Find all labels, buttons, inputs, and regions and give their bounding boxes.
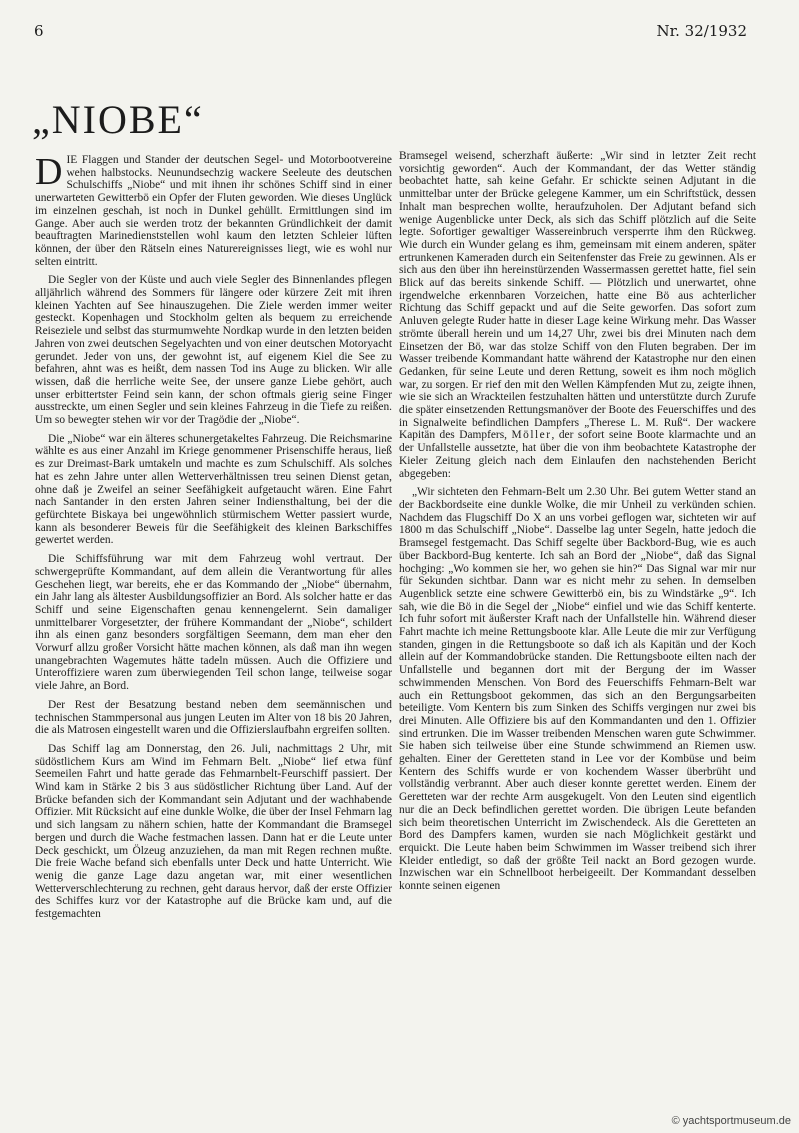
article-column-right [399,150,756,899]
article-paragraph: Bramsegel weisend, scherzhaft äußerte: „Wir sind in letzter Zeit recht vorsichtig geworden“. Auch der Kommandant, der das Wetter ständig beobachtet hatte, sah keine Gefahr. Er schickte seinen Adjutant in die unmittelbar unter der Brücke gelegene Kammer, um ein Schriftstück, dessen Inhalt man besprechen wollte, heraufzuholen. Der Adjutant befand sich wenige Augenblicke unter Deck, als sich das Schiff plötzlich auf die Seite legte. Sofortiger gewaltiger Wassereinbruch versperrte ihm den Rückweg. Wie durch ein Wunder gelang es ihm, gemeinsam mit einem anderen, später ertrunkenen Kameraden durch ein Seitenfenster das Freie zu gewinnen. Als er sich aus den über ihn hereinstürzenden Wassermassen gerettet hatte, fiel sein Blick auf das bereits sinkende Schiff. — Plötzlich und unerwartet, ohne irgendwelche erkennbaren Vorzeichen, hatte eine Bö aus achterlicher Richtung das Schiff gepackt und auf die Seite geworfen. Das sofort zum Anluven gelegte Ruder hatte in dieser Lage keine Wirkung mehr. Das Wasser strömte überall herein und um 14,27 Uhr, zwei bis drei Minuten nach dem Einsetzen der Bö, war das stolze Schiff von den Fluten begraben. Der im Wasser treibende Kommandant hatte während der Katastrophe nur den einen Gedanken, für seine Leute und deren Rettung, soweit es ihm noch möglich war, zu sorgen. Er rief den mit den Wellen Kämpfenden Mut zu, zeigte ihnen, wie sie sich an Wrackteilen festzuhalten hätten und unterstützte durch Zurufe die später einsetzenden Rettungsmanöver der Boote des Feuerschiffes und des in Signalweite befindlichen Dampfers „Therese L. M. Ruß“. Der wackere Kapitän des Dampfers, Möller, der sofort seine Boote klarmachte und an der Unfallstelle aussetzte, hat über die von ihm beobachtete Katastrophe der Kieler Zeitung gleich nach dem Einlaufen den nachstehenden Bericht abgegeben: [399,150,756,480]
article-paragraph: Die Schiffsführung war mit dem Fahrzeug wohl vertraut. Der schwergeprüfte Kommandant, auf dem allein die Verantwortung für alles Geschehen liegt, war bereits, ehe er das Kommando der „Niobe“ übernahm, ein Jahr lang als ältester Ausbildungsoffizier an Bord. Als solcher hatte er das Schiff und seine Eigenschaften genau kennengelernt. Sein damaliger unmittelbarer Vorgesetzter, der frühere Kommandant der „Niobe“, schildert ihn als einen ganz besonders sorgfältigen Seemann, dem man eher den Vorwurf allzu großer Vorsicht hätte machen können, als daß man ihn wegen unangebrachten Wagemutes hätte tadeln müssen. Auch die Offiziere und Unteroffiziere waren zum überwiegenden Teil schon lange, teilweise sogar viele Jahre, an Bord. [35,553,392,693]
article-paragraph: DIE Flaggen und Stander der deutschen Segel- und Motorbootvereine wehen halbstocks. Neunundsechzig wackere Seeleute des deutschen Schulschiffs „Niobe“ und mit ihnen ihr schönes Schiff sind in einer unerwarteten Gewitterbö ein Opfer der Fluten geworden. Wie dieses Unglück im einzelnen geschah, ist noch in Dunkel gehüllt. Ermittlungen sind im Gange. Aber auch sie werden trotz der bekannten Gründlichkeit der damit beauftragten Marinedienststellen wohl kaum den letzten Schleier lüften können, der über den Rätseln eines Naturereignisses liegt, wie es wohl nur selten eintritt. [35,151,392,268]
drop-cap: D [35,151,63,193]
article-paragraph: Das Schiff lag am Donnerstag, den 26. Juli, nachmittags 2 Uhr, mit südöstlichem Kurs am Wind im Fehmarn Belt. „Niobe“ lief etwa fünf Seemeilen Fahrt und hatte gerade das Fehmarnbelt-Feurschiff passiert. Der Wind kam in Stärke 2 bis 3 aus südöstlicher Richtung über Land. Auf der Brücke befanden sich der Kommandant sein Adjutant und der wachhabende Offizier. Mit Rücksicht auf eine dunkle Wolke, die über der Insel Fehmarn lag und sich langsam zu nähern schien, hatte der Kommandant die Bramsegel bergen und durch die Wache festmachen lassen. Dann hat er die Leute unter Deck geschickt, um Ölzeug anzuziehen, da man mit Regen rechnen mußte. Die freie Wache befand sich ebenfalls unter Deck und hatte Unterricht. Wie wenig die ganze Lage dazu angetan war, mit einer wesentlichen Wetterverschlechterung zu rechnen, geht daraus hervor, daß der erste Offizier des Schiffes kurz vor der Katastrophe auf die Brücke kam und, auf die festgemachten [35,742,392,921]
issue-number: Nr. 32/1932 [656,22,747,40]
article-paragraph: Der Rest der Besatzung bestand neben dem seemännischen und technischen Stammpersonal aus jungen Leuten im Alter von 18 bis 20 Jahren, die als Matrosen eingestellt waren und die Offizierslaufbahn ergreifen sollten. [35,698,392,737]
captain-name: Möller [511,429,552,442]
article-paragraph: Die „Niobe“ war ein älteres schunergetakeltes Fahrzeug. Die Reichsmarine wählte es aus einer Anzahl im Kriege genommener Prisenschiffe heraus, ließ es zur Dreimast-Bark umtakeln und machte es zum Schulschiff. Als solches hat es zehn Jahre unter allen Wetterverhältnissen treu seinen Dienst getan, ohne daß je Zweifel an seiner Seefähigkeit aufgetaucht wären. Eine Fahrt nach Santander in den ersten Jahren seiner Indiensthaltung, bei der die gefürchtete Biskaya bei ungewöhnlich stürmischem Wetter passiert wurde, kann als besonderer Beweis für die Seefähigkeit des kleinen Barkschiffes gewertet werden. [35,432,392,547]
article-paragraph: Die Segler von der Küste und auch viele Segler des Binnenlandes pflegen alljährlich während des Sommers für längere oder kürzere Zeit mit ihren kleinen Yachten auf See hinauszugehen. Die Ziele werden immer weiter gesteckt. Kopenhagen und Stockholm gelten als bequem zu erreichende Reiseziele und selbst das sturmumwehte Nordkap wurde in den letzten beiden Jahren von zwei deutschen Segelyachten und von einer deutschen Motoryacht gerundet. Jeder von uns, der gewohnt ist, auf eigenem Kiel die See zu befahren, ahnt was es heißt, dem nassen Tod ins Auge zu blicken. Wir alle wissen, daß die herrliche weite See, der unsere ganze Liebe gehört, auch unser erbittertster Feind sein kann, der schon oftmals gierig seine Finger ausstreckte, um einen Segler und sein kleines Fahrzeug in die Tiefe zu reißen. Um so bewegter stehen wir vor der Tragödie der „Niobe“. [35,274,392,427]
article-column-left [35,151,392,927]
report-paragraph: „Wir sichteten den Fehmarn-Belt um 2.30 Uhr. Bei gutem Wetter stand an der Backbordseite eine dunkle Wolke, die mir Unheil zu verkünden schien. Nachdem das Flugschiff Do X an uns vorbei geflogen war, sichteten wir auf 1800 m das Schulschiff „Niobe“. Dasselbe lag unter Segeln, hatte jedoch die Bramsegel festgemacht. Das Schiff segelte über Backbord-Bug, wie es auch über Backbord-Bug kenterte. Ich sah an Bord der „Niobe“, daß das Signal hochging: „Wo kommen sie her, wo gehen sie hin?“ Das Signal war mir nur für Sekunden sichtbar. Dann war es nicht mehr zu sehen. In demselben Augenblick setzte eine schwere Gewitterbö ein, bis zu Windstärke „9“. Ich sah, wie die Bö in die Segel der „Niobe“ einfiel und wie das Schiff kenterte. Ich fuhr sofort mit äußerster Kraft nach der Unfallstelle hin. Während dieser Fahrt machte ich meine Rettungsboote klar. Alle Leute die mir zur Verfügung standen, gingen in die Rettungsboote so daß ich als Kapitän und der Koch allein auf der Kommandobrücke standen. Die Rettungsboote eilten nach der Unfallstelle und begannen dort mit der Bergung der im Wasser schwimmenden Menschen. Von Bord des Feuerschiffs Fehmarn-Belt war auch ein Rettungsboot gekommen, das sich an den Bergungsarbeiten beteiligte. Vom Kentern bis zum Sinken des Schiffs vergingen nur zwei bis drei Minuten. Alle Offiziere bis auf den Kommandanten und den 1. Offizier sind ertrunken. Die im Wasser treibenden Menschen waren gute Schwimmer. Sie haben sich teilweise über eine Stunde schwimmend an Riemen usw. gehalten. Einer der Geretteten stand in Lee vor der Kombüse und beim Kentern des Schiffs wurde er von kochendem Wasser überbrüht und vollständig verbrannt. Aber auch dieser konnte gerettet werden. Einem der Geretteten war der rechte Arm ausgekugelt. Von den Leuten sind eigentlich nur die an Deck befindlichen gerettet worden. Die übrigen Leute befanden sich beim theoretischen Unterricht im Zwischendeck. Als die Geretteten an Bord des Dampfers kamen, wurden sie nach Möglichkeit gestärkt und erquickt. Die Leute haben beim Schwimmen im Wasser treibend sich ihrer Kleider entledigt, so daß der größte Teil nackt an Bord gezogen wurde. Inzwischen war ein Schnellboot herbeigeeilt. Der Kommandant desselben konnte seinen eigenen [399,486,756,893]
article-title: „NIOBE“ [32,97,204,142]
watermark: © yachtsportmuseum.de [671,1115,791,1127]
page-number: 6 [34,22,44,40]
